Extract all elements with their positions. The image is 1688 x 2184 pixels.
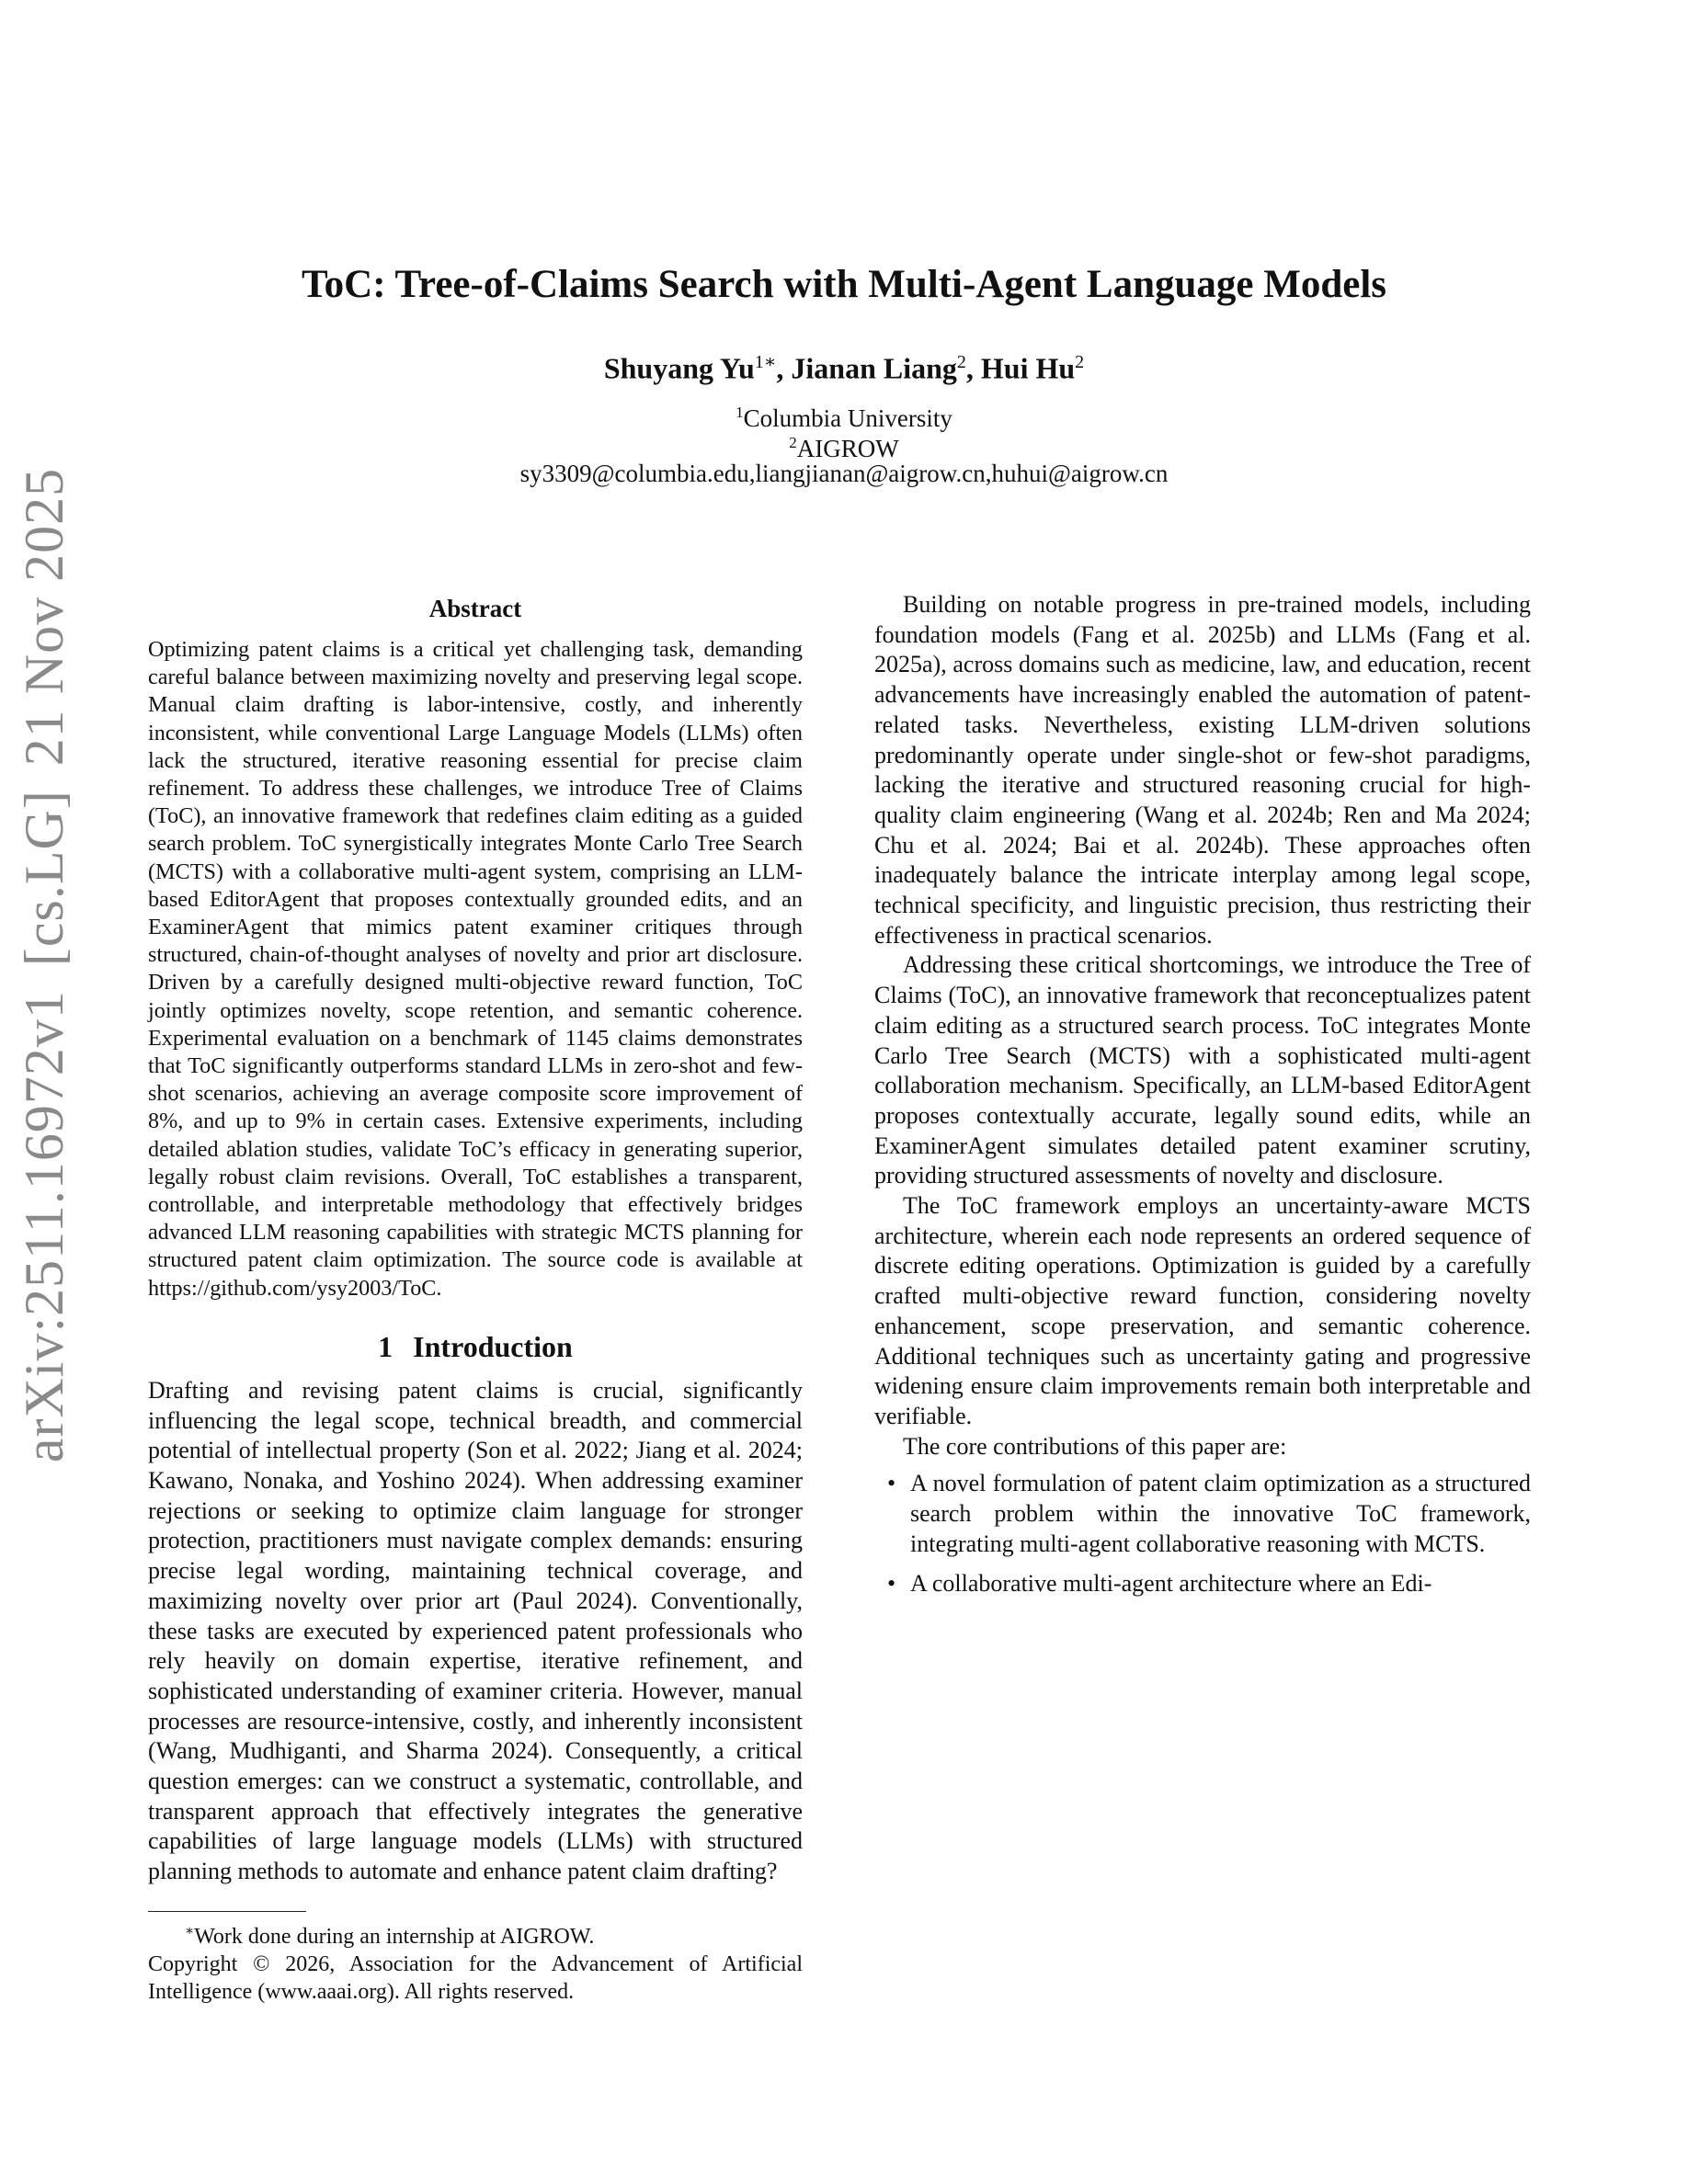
footnote-divider [148,1911,306,1912]
list-item [874,1569,1531,1599]
author-name: Shuyang Yu [603,351,755,385]
author-name: Hui Hu [980,351,1076,385]
author-name: Jianan Liang [791,351,957,385]
section-number: 1 [378,1329,393,1363]
author-emails: sy3309@columbia.edu,liangjianan@aigrow.cn,huhui@aigrow.cn [519,460,1169,487]
author-affiliation-mark: 1∗ [754,352,777,372]
author-affiliation-mark: 2 [956,352,966,372]
list-item-text: A collaborative multi-agent architecture where an Edi- [910,1569,1432,1597]
footnote-mark: ∗ [185,1923,195,1939]
bullet-glyph: • [887,1569,896,1597]
author-separator: , [965,351,981,385]
author-separator: , [776,351,792,385]
section-title: Introduction [413,1329,573,1363]
arxiv-category: [cs.LG] [14,790,74,967]
paper-title: ToC: Tree-of-Claims Search with Multi-Agent Language Models [301,263,1387,306]
affiliation-name: Columbia University [743,404,952,432]
footnote-text: Work done during an internship at AIGROW. [194,1924,595,1949]
list-item [874,1469,1531,1559]
affiliation-mark: 2 [789,434,797,451]
left-column [148,590,803,2006]
bullet-glyph: • [887,1470,896,1497]
contributions-list [874,1469,1531,1598]
copyright-notice: Copyright © 2026, Association for the Advancement of Artificial Intelligence (www.aaai.org). All rights reserved. [148,1951,803,2004]
list-item-text: A novel formulation of patent claim optimization as a structured search problem within the innovative ToC framework, integrating multi-agent collaborative reasoning with MCTS. [910,1470,1531,1557]
intro-paragraph-4: The ToC framework employs an uncertainty-aware MCTS architecture, wherein each node represents an ordered sequence of discrete editing operations. Optimization is guided by a carefully crafted multi-objective reward function, considering novelty enhancement, scope preservation, and semantic coherence. Additional techniques such as uncertainty gating and progressive widening ensure claim improvements remain both interpretable and verifiable. [874,1192,1531,1429]
affiliation-mark: 1 [736,404,744,421]
section-heading-introduction [148,1328,803,1365]
arxiv-id: arXiv:2511.16972v1 [14,990,74,1463]
right-column [874,590,1531,1608]
author-affiliation-mark: 2 [1075,352,1085,372]
intro-paragraph-2: Building on notable progress in pre-trained models, including foundation models (Fang et al. 2025b) and LLMs (Fang et al. 2025a), across domains such as medicine, law, and education, recent advancements have increasingly enabled the automation of patent-related tasks. Nevertheless, existing LLM-driven solutions predominantly operate under single-shot or few-shot paradigms, lacking the iterative and structured reasoning crucial for high-quality claim engineering (Wang et al. 2024b; Ren and Ma 2024; Chu et al. 2024; Bai et al. 2024b). These approaches often inadequately balance the intricate interplay among legal scope, technical specificity, and linguistic precision, thus restricting their effectiveness in practical scenarios. [874,591,1531,949]
intro-paragraph-1: Drafting and revising patent claims is crucial, significantly influencing the legal scope, technical breadth, and commercial potential of intellectual property (Son et al. 2022; Jiang et al. 2024; Kawano, Nonaka, and Yoshino 2024). When addressing examiner rejections or seeking to optimize claim language for stronger protection, practitioners must navigate complex demands: ensuring precise legal wording, maintaining technical coverage, and maximizing novelty over prior art (Paul 2024). Conventionally, these tasks are executed by experienced patent professionals who rely heavily on domain expertise, iterative refinement, and sophisticated understanding of examiner criteria. However, manual processes are resource-intensive, costly, and inherently inconsistent (Wang, Mudhiganti, and Sharma 2024). Consequently, a critical question emerges: can we construct a systematic, controllable, and transparent approach that effectively integrates the generative capabilities of large language models (LLMs) with structured planning methods to automate and enhance patent claim drafting? [148,1376,803,1885]
abstract-text: Optimizing patent claims is a critical yet challenging task, demanding careful balance between maximizing novelty and preserving legal scope. Manual claim drafting is labor-intensive, costly, and inherently inconsistent, while conventional Large Language Models (LLMs) often lack the structured, iterative reasoning essential for precise claim refinement. To address these challenges, we introduce Tree of Claims (ToC), an innovative framework that redefines claim editing as a guided search problem. ToC synergistically integrates Monte Carlo Tree Search (MCTS) with a collaborative multi-agent system, comprising an LLM-based EditorAgent that proposes contextually grounded edits, and an ExaminerAgent that mimics patent examiner critiques through structured, chain-of-thought analyses of novelty and prior art disclosure. Driven by a carefully designed multi-objective reward function, ToC jointly optimizes novelty, scope retention, and semantic coherence. Experimental evaluation on a benchmark of 1145 claims demonstrates that ToC significantly outperforms standard LLMs in zero-shot and few-shot scenarios, achieving an average composite score improvement of 8%, and up to 9% in certain cases. Extensive experiments, including detailed ablation studies, validate ToC’s efficacy in generating superior, legally robust claim revisions. Overall, ToC establishes a transparent, controllable, and interpretable methodology that effectively bridges advanced LLM reasoning capabilities with strategic MCTS planning for structured patent claim optimization. The source code is available at https://github.com/ysy2003/ToC. [148,637,803,1301]
intro-paragraph-5: The core contributions of this paper are: [903,1432,1287,1460]
intro-paragraph-3: Addressing these critical shortcomings, we introduce the Tree of Claims (ToC), an innovative framework that reconceptualizes patent claim editing as a structured search process. ToC integrates Monte Carlo Tree Search (MCTS) with a sophisticated multi-agent collaboration mechanism. Specifically, an LLM-based EditorAgent proposes contextually accurate, legally sound edits, while an ExaminerAgent simulates detailed patent examiner scrutiny, providing structured assessments of novelty and disclosure. [874,951,1531,1189]
footnote [148,1917,803,1951]
author-list [0,342,1688,389]
arxiv-date: 21 Nov 2025 [14,467,74,767]
affiliation-name: AIGROW [796,435,899,462]
abstract-heading: Abstract [428,595,522,622]
arxiv-identifier-stamp [12,322,76,1609]
